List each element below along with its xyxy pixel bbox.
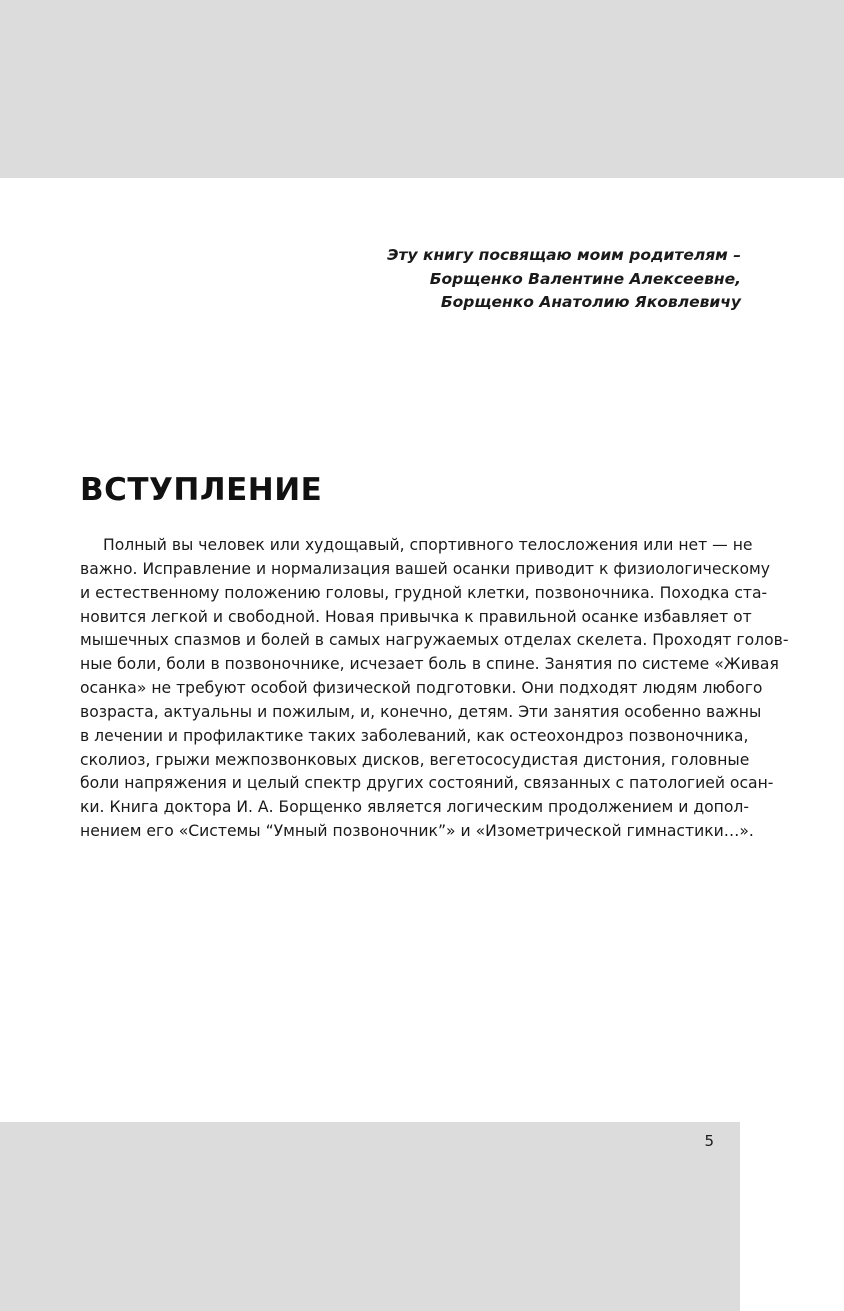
section-title: ВСТУПЛЕНИЕ xyxy=(80,472,323,508)
paragraph-line: осанка» не требуют особой физической подготовки. Они подходят людям любого xyxy=(80,679,763,698)
paragraph-line: нением его «Системы “Умный позвоночник”» и «Изометрической гимнастики…». xyxy=(80,822,754,841)
paragraph-line: мышечных спазмов и болей в самых нагружаемых отделах скелета. Проходят голов- xyxy=(80,631,789,650)
paragraph-line: боли напряжения и целый спектр других состояний, связанных с патологией осан- xyxy=(80,774,774,793)
dedication xyxy=(181,244,741,315)
paragraph-line: ные боли, боли в позвоночнике, исчезает боль в спине. Занятия по системе «Живая xyxy=(80,655,779,674)
paragraph-line: возраста, актуальны и пожилым, и, конечно, детям. Эти занятия особенно важны xyxy=(80,702,762,721)
dedication-line: Борщенко Анатолию Яковлевичу xyxy=(440,293,741,311)
dedication-line: Борщенко Валентине Алексеевне, xyxy=(429,269,741,288)
bottom-gray-band xyxy=(0,1122,740,1311)
paragraph-line: важно. Исправление и нормализация вашей осанки приводит к физиологическому xyxy=(80,559,771,578)
paragraph-line: и естественному положению головы, грудной клетки, позвоночника. Походка ста- xyxy=(80,583,768,602)
paragraph-line: сколиоз, грыжи межпозвонковых дисков, вегетососудистая дистония, головные xyxy=(80,750,750,769)
page-number: 5 xyxy=(704,1132,714,1150)
paragraph-line: Полный вы человек или худощавый, спортивного телосложения или нет — не xyxy=(103,536,753,554)
dedication-line: Эту книгу посвящаю моим родителям – xyxy=(387,246,741,264)
body-paragraph xyxy=(80,534,789,844)
top-gray-band xyxy=(0,0,844,178)
paragraph-line: ки. Книга доктора И. А. Борщенко является логическим продолжением и допол- xyxy=(80,798,749,817)
paragraph-line: в лечении и профилактике таких заболеваний, как остеохондроз позвоночника, xyxy=(80,726,749,745)
paragraph-line: новится легкой и свободной. Новая привычка к правильной осанке избавляет от xyxy=(80,607,752,626)
